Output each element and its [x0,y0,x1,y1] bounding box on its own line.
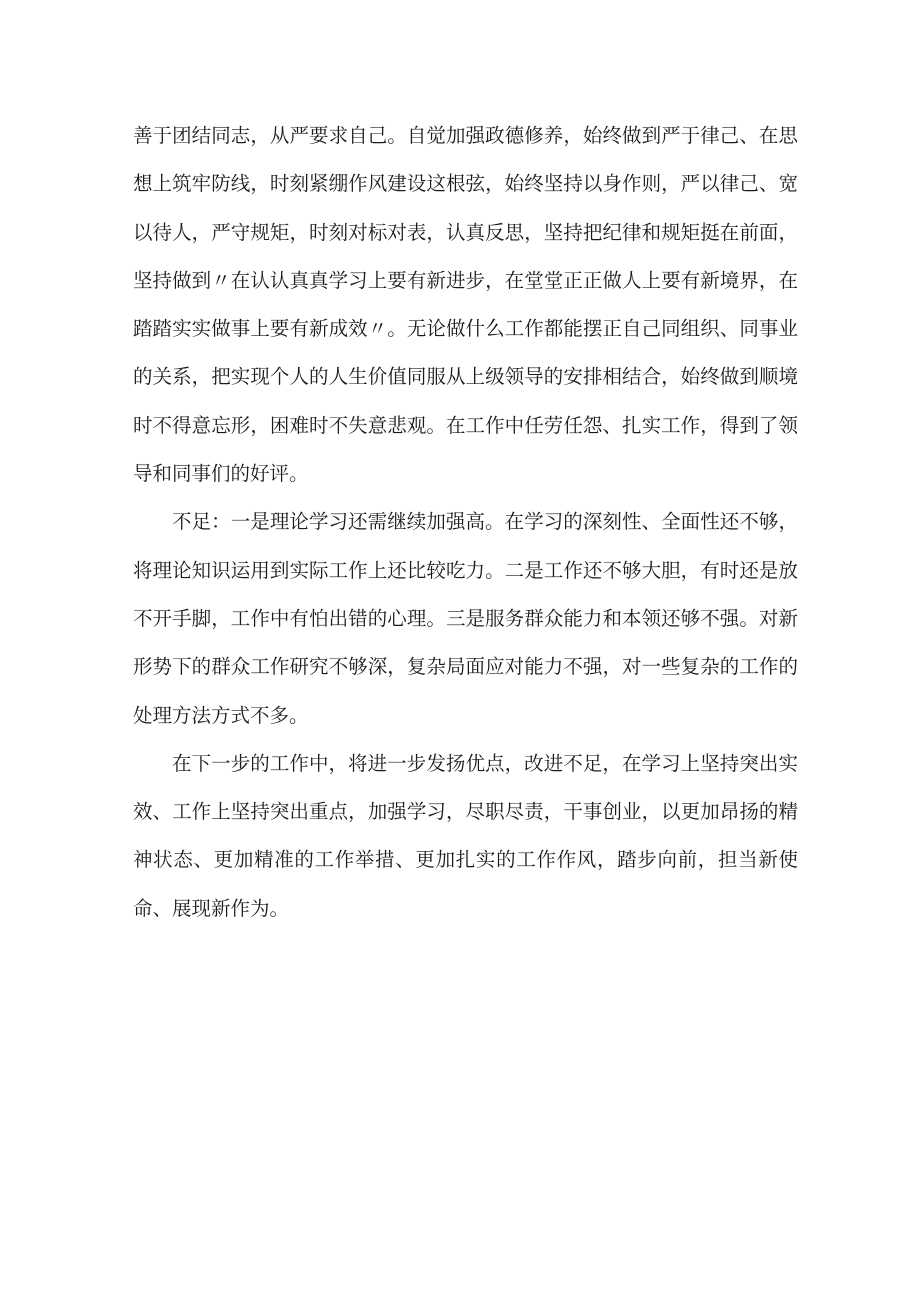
document-body [133,112,798,933]
paragraph-next-steps: 在下一步的工作中，将进一步发扬优点，改进不足，在学习上坚持突出实效、工作上坚持突出重点，加强学习，尽职尽责，干事创业，以更加昂扬的精神状态、更加精准的工作举措、更加扎实的工作作风，踏步向前，担当新使命、展现新作为。 [133,751,798,920]
paragraph-shortcomings: 不足：一是理论学习还需继续加强高。在学习的深刻性、全面性还不够，将理论知识运用到实际工作上还比较吃力。二是工作还不够大胆，有时还是放不开手脚，工作中有怕出错的心理。三是服务群众能力和本领还够不强。对新形势下的群众工作研究不够深，复杂局面应对能力不强，对一些复杂的工作的处理方法方式不多。 [133,510,798,727]
paragraph-continued: 善于团结同志，从严要求自己。自觉加强政德修养，始终做到严于律己、在思想上筑牢防线，时刻紧绷作风建设这根弦，始终坚持以身作则，严以律己、宽以待人，严守规矩，时刻对标对表，认真反思，坚持把纪律和规矩挺在前面，坚持做到〃在认认真真学习上要有新进步，在堂堂正正做人上要有新境界，在踏踏实实做事上要有新成效〃。无论做什么工作都能摆正自己同组织、同事业的关系，把实现个人的人生价值同服从上级领导的安排相结合，始终做到顺境时不得意忘形，困难时不失意悲观。在工作中任劳任怨、扎实工作，得到了领导和同事们的好评。 [133,124,798,486]
